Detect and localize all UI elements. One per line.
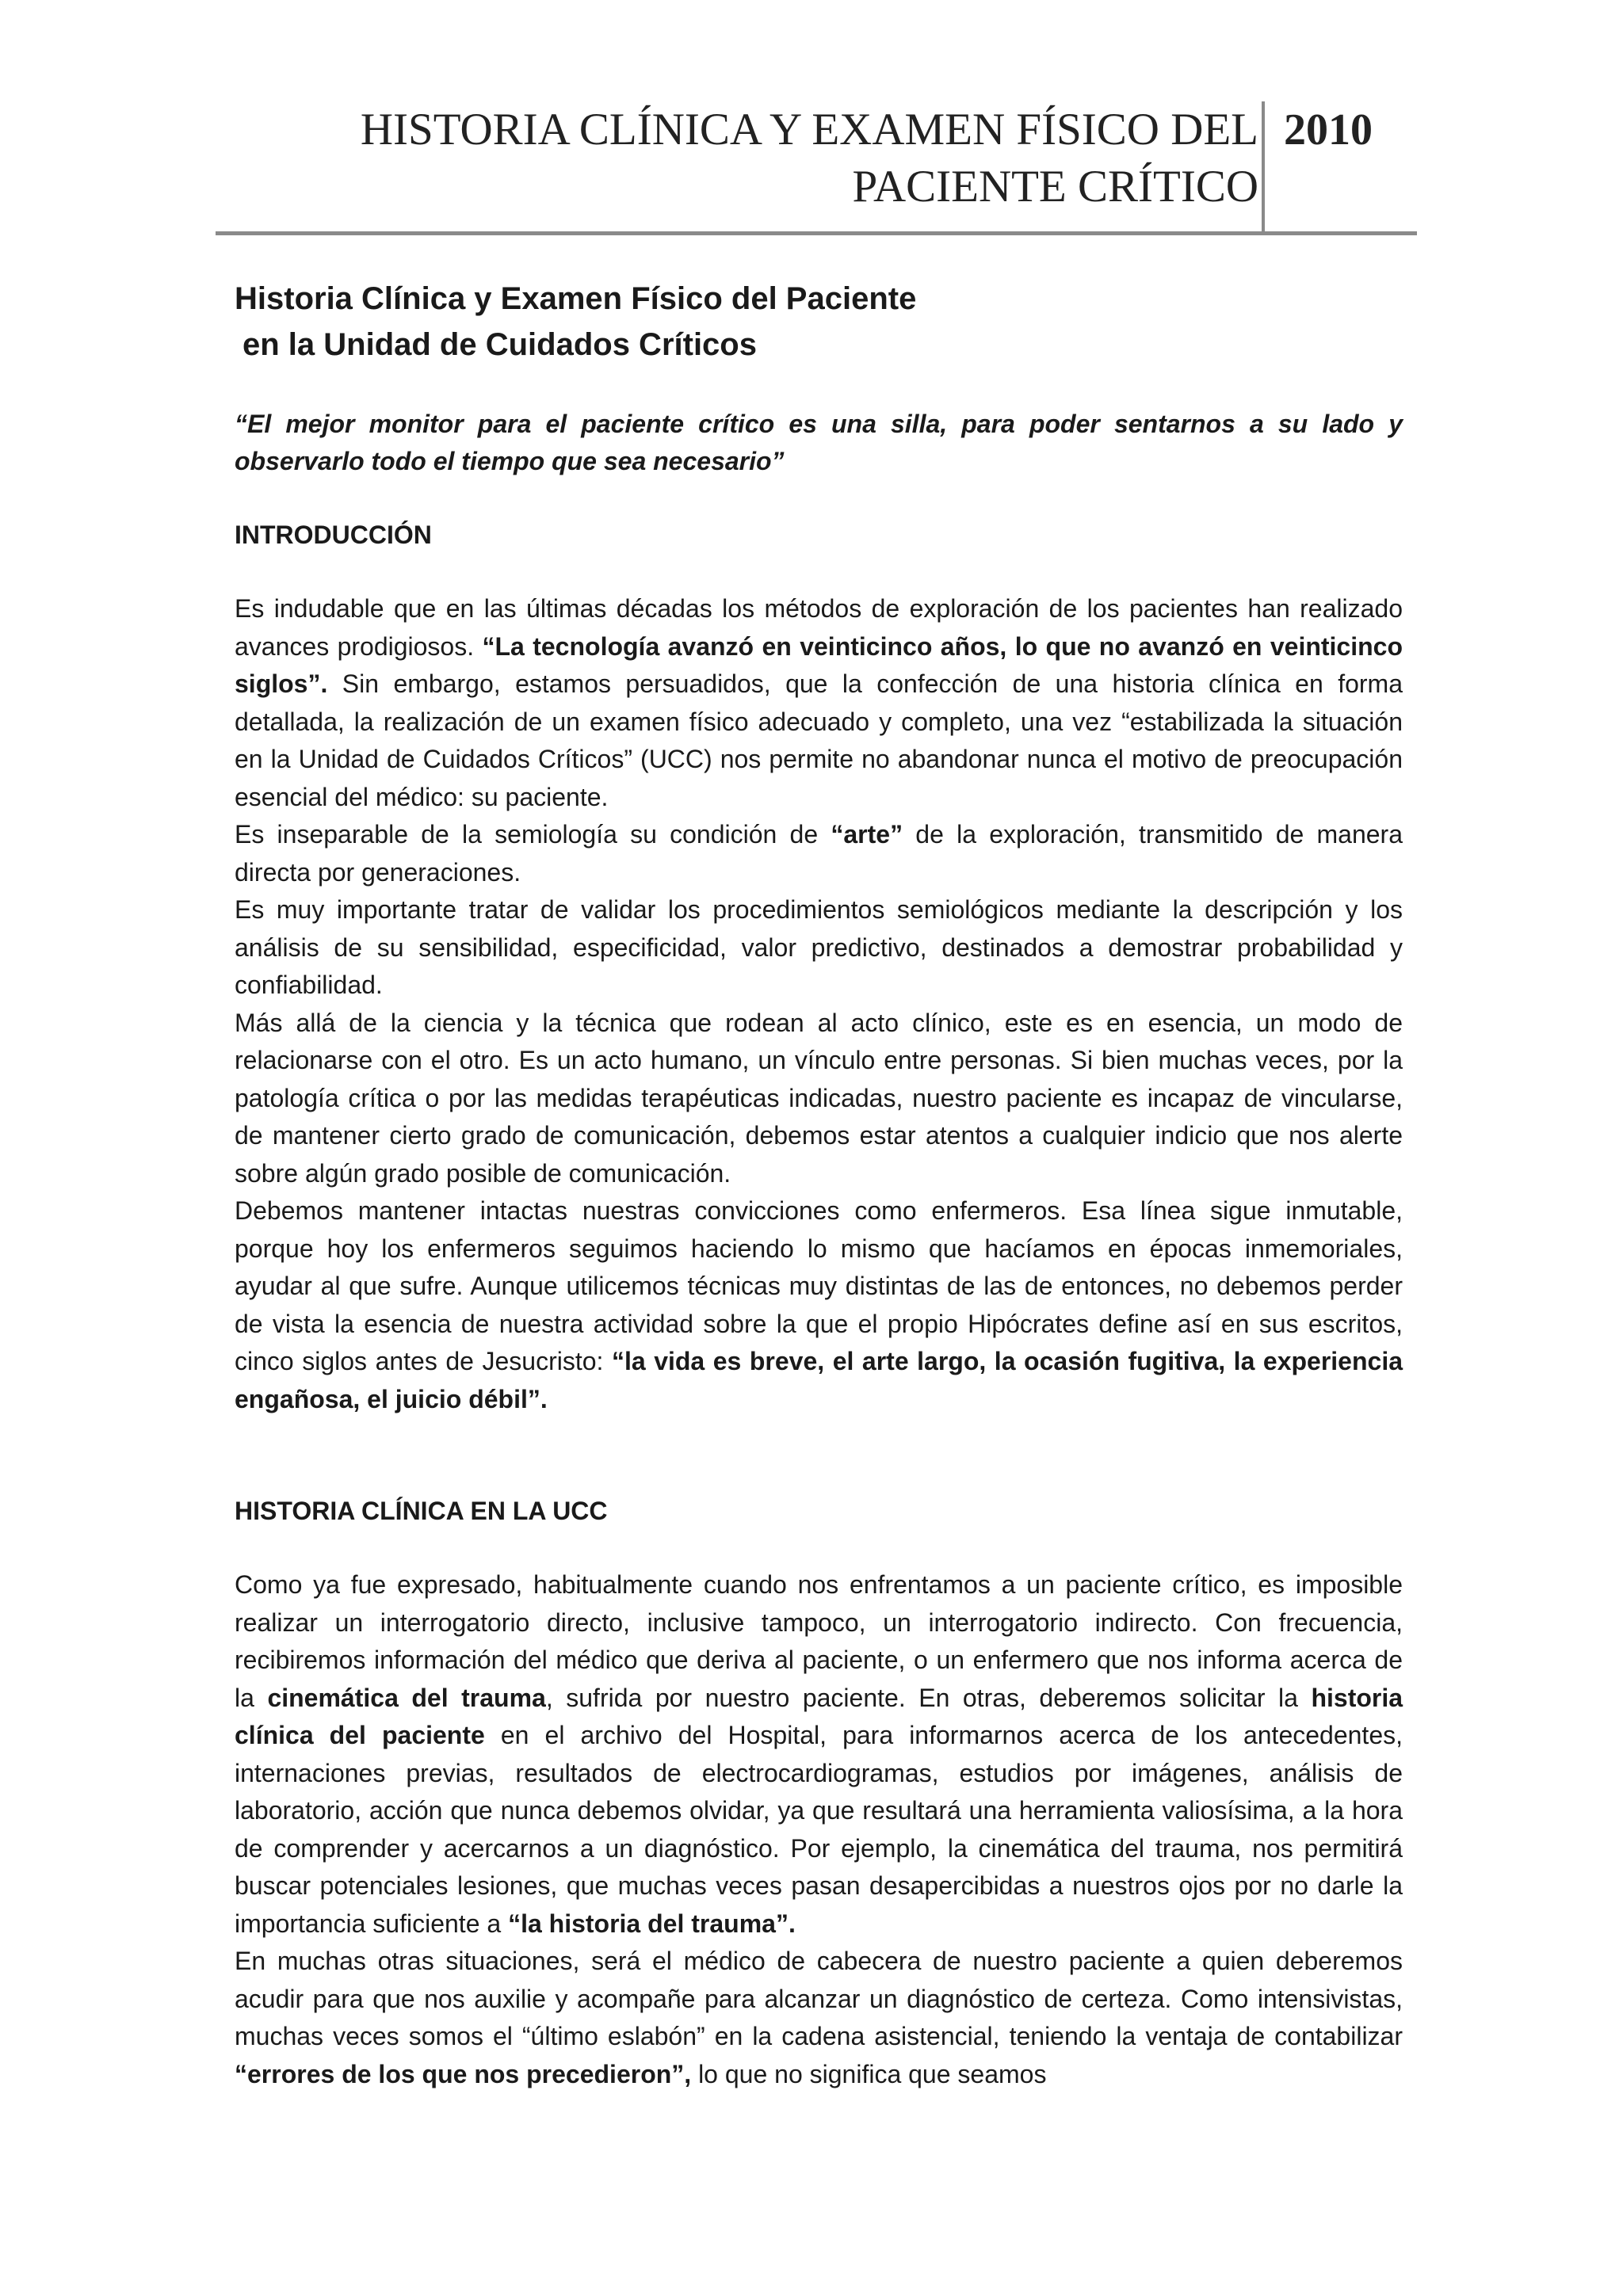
intro-paragraph-4: Más allá de la ciencia y la técnica que rodean al acto clínico, este es en esencia, un modo de relacionarse con el otro. Es un acto humano, un vínculo entre personas. Si bien muchas veces, por la patología crítica o por las medidas terapéuticas indicadas, nuestro paciente es incapaz de vincularse, de mantener cierto grado de comunicación, debemos estar atentos a cualquier indicio que nos alerte sobre algún grado posible de comunicación.	[235, 1008, 1403, 1188]
page-header	[216, 101, 1417, 236]
heading-historia-clinica: HISTORIA CLÍNICA EN LA UCC	[235, 1497, 608, 1525]
intro-paragraph-3: Es muy importante tratar de validar los procedimientos semiológicos mediante la descripción y los análisis de su sensibilidad, especificidad, valor predictivo, destinados a demostrar probabilidad y confiabilidad.	[235, 895, 1403, 999]
intro-paragraph-5: Debemos mantener intactas nuestras convicciones como enfermeros. Esa línea sigue inmutable, porque hoy los enfermeros seguimos haciendo lo mismo que hacíamos en épocas inmemoriales, ayudar al que sufre. Aunque utilicemos técnicas muy distintas de las de entonces, no debemos perder de vista la esencia de nuestra actividad sobre la que el propio Hipócrates define así en sus escritos, cinco siglos antes de Jesucristo: “la vida es breve, el arte largo, la ocasión fugitiva, la experiencia engañosa, el juicio débil”.	[235, 1196, 1403, 1413]
epigraph-quote: “El mejor monitor para el paciente crítico es una silla, para poder sentarnos a su lado y observarlo todo el tiempo que sea necesario”	[235, 410, 1403, 475]
header-title-line1: HISTORIA CLÍNICA Y EXAMEN FÍSICO DEL	[360, 105, 1258, 154]
document-title-line1: Historia Clínica y Examen Físico del Paciente	[235, 281, 917, 316]
historia-paragraph-1: Como ya fue expresado, habitualmente cuando nos enfrentamos a un paciente crítico, es imposible realizar un interrogatorio directo, inclusive tampoco, un interrogatorio indirecto. Con frecuencia, recibiremos información del médico que deriva al paciente, o un enfermero que nos informa acerca de la cinemática del trauma, sufrida por nuestro paciente. En otras, deberemos solicitar la historia clínica del paciente en el archivo del Hospital, para informarnos acerca de los antecedentes, internaciones previas, resultados de electrocardiogramas, estudios por imágenes, análisis de laboratorio, acción que nunca debemos olvidar, ya que resultará una herramienta valiosísima, a la hora de comprender y acercarnos a un diagnóstico. Por ejemplo, la cinemática del trauma, nos permitirá buscar potenciales lesiones, que muchas veces pasan desapercibidas a nuestros ojos por no darle la importancia suficiente a “la historia del trauma”.	[235, 1570, 1403, 1938]
header-year: 2010	[1284, 105, 1373, 154]
document-body	[235, 276, 1403, 2093]
intro-paragraph-1: Es indudable que en las últimas décadas los métodos de exploración de los pacientes han realizado avances prodigiosos. “La tecnología avanzó en veinticinco años, lo que no avanzó en veinticinco siglos”. Sin embargo, estamos persuadidos, que la confección de una historia clínica en forma detallada, la realización de un examen físico adecuado y completo, una vez “estabilizada la situación en la Unidad de Cuidados Críticos” (UCC) nos permite no abandonar nunca el motivo de preocupación esencial del médico: su paciente.	[235, 594, 1403, 811]
header-horizontal-rule	[216, 231, 1417, 235]
document-title-line2: en la Unidad de Cuidados Críticos	[242, 327, 757, 362]
document-title	[235, 276, 1403, 368]
historia-paragraph-2: En muchas otras situaciones, será el médico de cabecera de nuestro paciente a quien deberemos acudir para que nos auxilie y acompañe para alcanzar un diagnóstico de certeza. Como intensivistas, muchas veces somos el “último eslabón” en la cadena asistencial, teniendo la ventaja de contabilizar “errores de los que nos precedieron”, lo que no significa que seamos	[235, 1947, 1403, 2088]
heading-introduccion: INTRODUCCIÓN	[235, 521, 432, 549]
header-title	[323, 101, 1417, 215]
header-title-line2: PACIENTE CRÍTICO	[852, 162, 1258, 212]
intro-paragraph-2: Es inseparable de la semiología su condición de “arte” de la exploración, transmitido de manera directa por generaciones.	[235, 820, 1403, 887]
header-vertical-rule	[1262, 101, 1265, 233]
